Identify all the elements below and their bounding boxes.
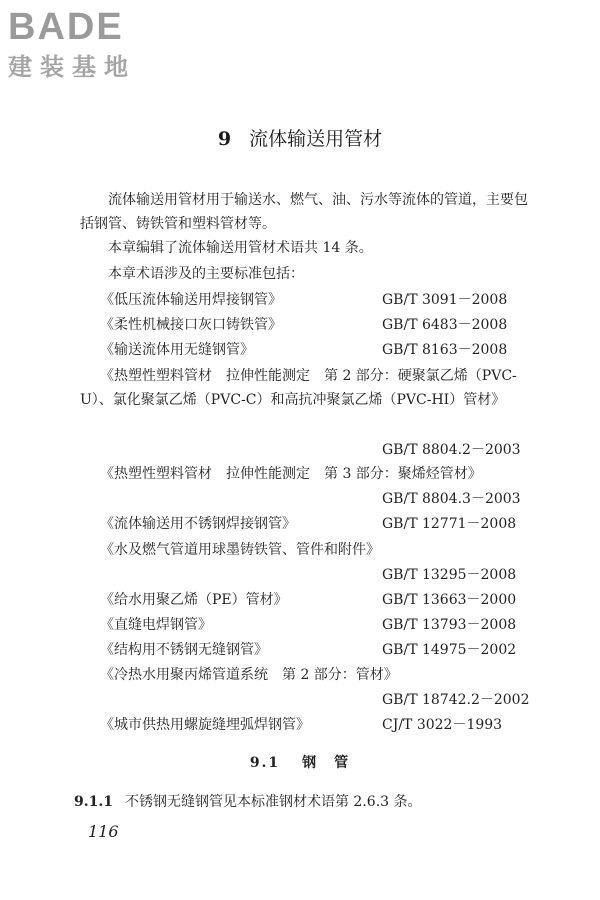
standard-code: CJ/T 3022－1993: [382, 717, 503, 733]
clause-text: 不锈钢无缝钢管见本标准钢材术语第 2.6.3 条。: [124, 794, 422, 810]
standard-item: [100, 638, 560, 662]
standard-item: [100, 713, 560, 737]
standard-name-long: 《冷热水用聚丙烯管道系统 第 2 部分：管材》: [100, 667, 398, 683]
standard-name: 《柔性机械接口灰口铸铁管》: [100, 317, 282, 333]
chapter-number: 9: [217, 128, 232, 150]
section-heading: [0, 752, 600, 772]
clause: [74, 790, 422, 814]
standard-code: GB/T 13663－2000: [382, 592, 517, 608]
standard-code: GB/T 14975－2002: [382, 642, 517, 658]
publisher-logo: [8, 6, 178, 90]
standard-name-long: 《水及燃气管道用球墨铸铁管、管件和附件》: [100, 542, 380, 558]
chapter-title: [0, 124, 600, 151]
logo-wordmark: BADE: [8, 6, 124, 48]
standard-name-long: 《热塑性塑料管材 拉伸性能测定 第 3 部分：聚烯烃管材》: [100, 466, 482, 482]
chapter-title-text: 流体输送用管材: [249, 128, 383, 150]
standard-item: [100, 588, 560, 612]
standard-name-long: 《热塑性塑料管材 拉伸性能测定 第 2 部分：硬聚氯乙烯（PVC-U）、氯化聚氯乙烯（PVC-C）和高抗冲聚氯乙烯（PVC-HI）管材》: [80, 368, 517, 408]
standard-code: GB/T 13295－2008: [382, 567, 517, 583]
standard-name: 《城市供热用螺旋缝埋弧焊钢管》: [100, 717, 310, 733]
standard-item: [100, 288, 560, 312]
page-number: 116: [88, 822, 119, 841]
section-title: 钢 管: [302, 755, 351, 771]
intro-paragraph-3: 本章术语涉及的主要标准包括：: [108, 266, 304, 282]
standard-name: 《结构用不锈钢无缝钢管》: [100, 642, 268, 658]
standard-item: [100, 512, 560, 536]
standard-name: 《输送流体用无缝钢管》: [100, 342, 254, 358]
standard-name: 《给水用聚乙烯（PE）管材》: [100, 592, 288, 608]
standard-name: 《直缝电焊钢管》: [100, 617, 212, 633]
standard-code: GB/T 8804.2－2003: [382, 442, 521, 458]
intro-paragraph-2: 本章编辑了流体输送用管材术语共 14 条。: [108, 240, 373, 256]
standard-name: 《低压流体输送用焊接钢管》: [100, 292, 282, 308]
standard-item: [100, 313, 560, 337]
standard-name: 《流体输送用不锈钢焊接钢管》: [100, 516, 296, 532]
section-number: 9.1: [249, 755, 281, 771]
standard-code: GB/T 12771－2008: [382, 516, 517, 532]
standard-code: GB/T 18742.2－2002: [382, 692, 530, 708]
standard-item: [100, 338, 560, 362]
logo-subtitle: 建装基地: [8, 53, 136, 81]
standard-code: GB/T 13793－2008: [382, 617, 517, 633]
standard-code: GB/T 8804.3－2003: [382, 491, 521, 507]
standard-code: GB/T 8163－2008: [382, 342, 508, 358]
clause-number: 9.1.1: [74, 794, 113, 810]
standard-code: GB/T 3091－2008: [382, 292, 508, 308]
standard-code: GB/T 6483－2008: [382, 317, 508, 333]
intro-paragraph-1: 流体输送用管材用于输送水、燃气、油、污水等流体的管道，主要包括钢管、铸铁管和塑料管材等。: [80, 192, 528, 232]
standard-item: [100, 613, 560, 637]
